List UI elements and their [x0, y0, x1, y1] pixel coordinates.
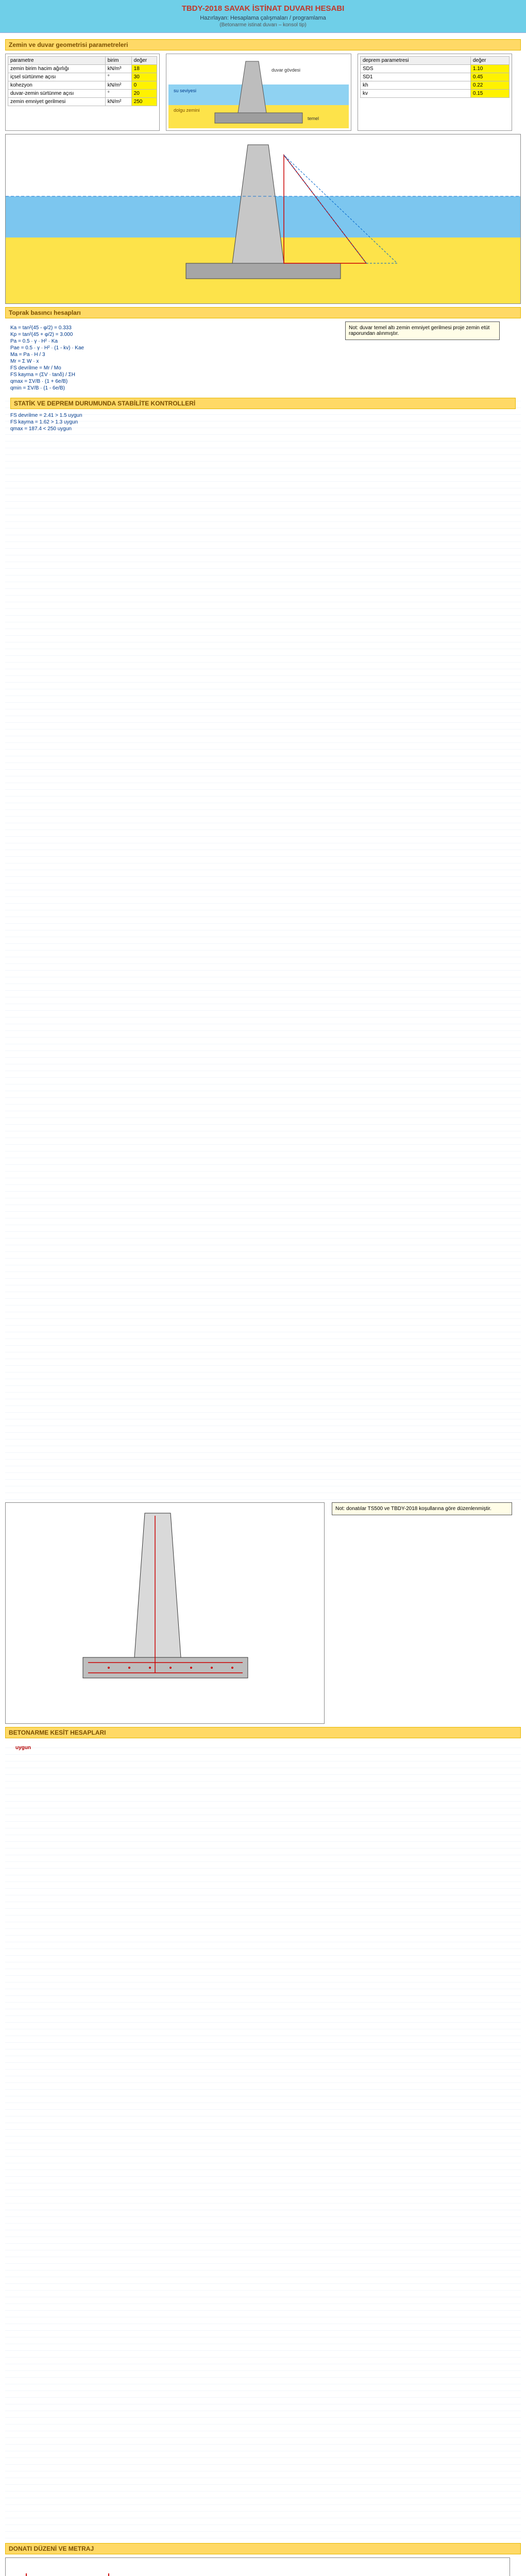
base-label: temel	[308, 116, 319, 121]
seismic-value[interactable]: 1.10	[470, 65, 509, 73]
seismic-cell: SDS	[361, 65, 471, 73]
seismic-cell: kh	[361, 81, 471, 90]
wall-base	[215, 113, 302, 123]
param-cell: kN/m²	[105, 81, 131, 90]
param-header: birim	[105, 57, 131, 65]
table-row	[8, 98, 157, 106]
page-subtitle: Hazırlayan: Hesaplama çalışmaları / programlama	[200, 15, 326, 21]
param-cell: kohezyon	[8, 81, 106, 90]
table-row	[8, 90, 157, 98]
table-row	[361, 81, 510, 90]
result-line: qmax = 187.4 < 250 uygun	[10, 426, 72, 432]
reinforcement-diagram	[5, 1502, 325, 1724]
table-row	[361, 65, 510, 73]
param-cell: içsel sürtünme açısı	[8, 73, 106, 81]
param-header: parametre	[8, 57, 106, 65]
page-title: TBDY-2018 SAVAK İSTİNAT DUVARI HESABI	[181, 4, 345, 13]
seismic-header: deprem parametresi	[361, 57, 471, 65]
earth-calc-block	[5, 321, 335, 395]
param-header: değer	[131, 57, 157, 65]
water-label: su seviyesi	[174, 88, 197, 93]
seismic-value[interactable]: 0.22	[470, 81, 509, 90]
param-cell: duvar-zemin sürtünme açısı	[8, 90, 106, 98]
seismic-cell: kv	[361, 90, 471, 98]
section-sketch	[166, 54, 351, 131]
pressure-diagram-svg	[6, 134, 520, 303]
param-cell: °	[105, 90, 131, 98]
param-value[interactable]: 20	[131, 90, 157, 98]
design-calc-area	[5, 1741, 521, 2540]
result-line: FS devrilme = 2.41 > 1.5 uygun	[10, 413, 82, 418]
param-cell: kN/m²	[105, 98, 131, 106]
table-row	[8, 73, 157, 81]
calc-line: Ma = Pa · H / 3	[10, 352, 45, 358]
calc-line: qmax = ΣV/B · (1 + 6e/B)	[10, 379, 68, 384]
section-inputs: Zemin ve duvar geometrisi parametreleri	[5, 39, 521, 50]
page-header	[0, 0, 526, 33]
note-box-1: Not: duvar temel altı zemin emniyet gerilmesi proje zemin etüt raporundan alınmıştır.	[345, 321, 500, 340]
seismic-table	[360, 56, 510, 98]
param-value[interactable]: 18	[131, 65, 157, 73]
calc-line: Pae = 0.5 · γ · H² · (1 - kv) · Kae	[10, 345, 84, 351]
param-cell: zemin emniyet gerilmesi	[8, 98, 106, 106]
calc-line: Pa = 0.5 · γ · H² · Ka	[10, 338, 58, 344]
section-stability: STATİK VE DEPREM DURUMUNDA STABİLİTE KONTROLLERİ	[10, 398, 516, 409]
seismic-value[interactable]: 0.45	[470, 73, 509, 81]
note-box-2: Not: donatılar TS500 ve TBDY-2018 koşullarına göre düzenlenmiştir.	[332, 1502, 512, 1515]
soil-label: dolgu zemini	[174, 108, 200, 113]
rebar-shapes-svg	[6, 2558, 510, 2576]
section-earth: Toprak basıncı hesapları	[5, 307, 521, 318]
table-row	[8, 65, 157, 73]
result-line: uygun	[15, 1745, 31, 1751]
table-row	[8, 81, 157, 90]
param-cell: °	[105, 73, 131, 81]
reinforcement-svg	[6, 1503, 324, 1723]
seismic-panel	[358, 54, 512, 131]
param-value[interactable]: 0	[131, 81, 157, 90]
wall-section-svg	[168, 56, 349, 128]
calc-line: FS devrilme = Mr / Mo	[10, 365, 61, 371]
page-notice: (Betonarme istinat duvarı – konsol tip)	[219, 22, 307, 28]
section-design: BETONARME KESİT HESAPLARI	[5, 1727, 521, 1738]
table-row	[361, 90, 510, 98]
dense-calc-area	[5, 395, 521, 1502]
param-value[interactable]: 30	[131, 73, 157, 81]
calc-line: Ka = tan²(45 - φ/2) = 0.333	[10, 325, 72, 331]
table-row	[361, 73, 510, 81]
calc-line: FS kayma = (ΣV · tanδ) / ΣH	[10, 372, 76, 378]
param-cell: kN/m³	[105, 65, 131, 73]
wall-label: duvar gövdesi	[272, 67, 301, 73]
calc-line: Mr = Σ W · x	[10, 359, 39, 364]
rebar-shapes	[5, 2557, 510, 2576]
calc-line: qmin = ΣV/B · (1 - 6e/B)	[10, 385, 65, 391]
param-value[interactable]: 250	[131, 98, 157, 106]
seismic-header: değer	[470, 57, 509, 65]
section-rebar: DONATI DÜZENİ VE METRAJ	[5, 2543, 521, 2554]
param-table	[8, 56, 157, 106]
result-line: FS kayma = 1.62 > 1.3 uygun	[10, 419, 78, 425]
pressure-diagram	[5, 134, 521, 304]
param-cell: zemin birim hacim ağırlığı	[8, 65, 106, 73]
param-panel	[5, 54, 160, 131]
seismic-cell: SD1	[361, 73, 471, 81]
seismic-value[interactable]: 0.15	[470, 90, 509, 98]
calc-line: Kp = tan²(45 + φ/2) = 3.000	[10, 332, 73, 337]
